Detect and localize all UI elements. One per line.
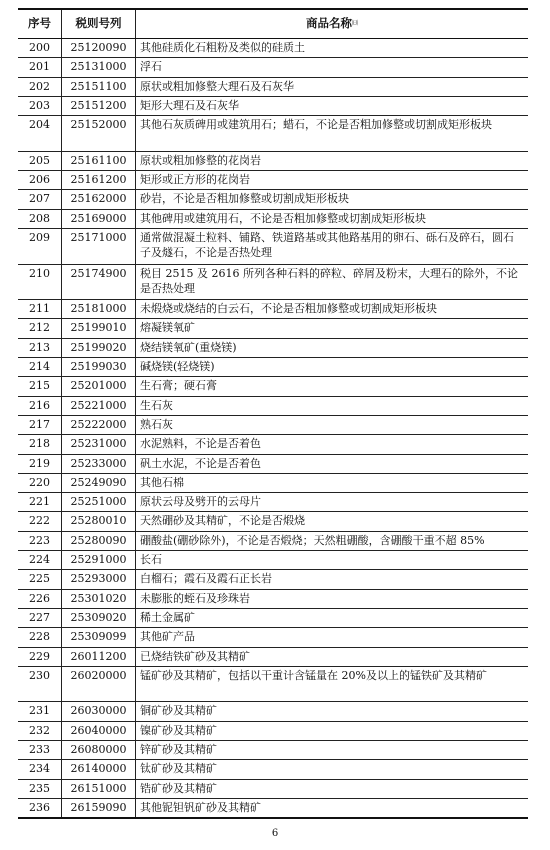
row-tariff-code: 25201000 [62,377,136,395]
row-serial-number: 217 [18,416,62,434]
table-row [18,264,528,300]
row-tariff-code: 25169000 [62,210,136,228]
table-row [18,189,528,208]
row-serial-number: 202 [18,78,62,96]
table-row [18,209,528,228]
row-goods-name: 浮石 [140,60,162,74]
row-tariff-code: 25171000 [62,229,136,264]
header-tariff-code: 税则号列 [62,10,136,38]
table-row [18,608,528,627]
row-tariff-code: 25309020 [62,609,136,627]
table-row [18,701,528,720]
table-row [18,627,528,646]
row-tariff-code: 25161200 [62,171,136,189]
row-goods-name: 原状或粗加修整的花岗岩 [140,153,261,167]
table-body [18,39,528,817]
page-number: 6 [271,828,279,839]
table-row [18,170,528,189]
row-tariff-code: 26080000 [62,741,136,759]
table-row [18,531,528,550]
row-serial-number: 223 [18,532,62,550]
row-goods-name: 其他石棉 [140,475,184,489]
row-tariff-code: 25199030 [62,358,136,376]
row-goods-name: 已烧结铁矿砂及其精矿 [140,649,250,663]
row-goods-name: 砂岩，不论是否粗加修整或切割成矩形板块 [140,192,349,206]
header-serial-number: 序号 [18,10,62,38]
row-goods-name: 长石 [140,553,162,567]
row-serial-number: 228 [18,628,62,646]
row-serial-number: 220 [18,474,62,492]
row-tariff-code: 25161100 [62,152,136,170]
row-tariff-code: 25199020 [62,339,136,357]
row-serial-number: 231 [18,702,62,720]
row-goods-name: 原状或粗加修整大理石及石灰华 [140,79,294,93]
table-row [18,798,528,817]
row-goods-name: 熔凝镁氧矿 [140,321,195,335]
header-goods-name [136,10,528,38]
row-goods-name: 镍矿砂及其精矿 [140,723,217,737]
row-tariff-code: 25291000 [62,551,136,569]
row-goods-name: 未膨胀的蛭石及珍珠岩 [140,591,250,605]
row-tariff-code: 25151200 [62,97,136,115]
row-goods-name: 税目 2515 及 2616 所列各种石料的碎粒、碎屑及粉末，大理石的除外，不论是否热处理 [140,266,518,296]
table-row [18,57,528,76]
row-goods-name: 通常做混凝土粒料、铺路、铁道路基或其他路基用的卵石、砾石及碎石，圆石子及燧石，不论是否热处理 [140,230,514,260]
table-row [18,550,528,569]
table-row [18,721,528,740]
row-goods-name: 生石灰 [140,398,173,412]
row-tariff-code: 25174900 [62,265,136,300]
table-row [18,454,528,473]
row-goods-name: 矩形或正方形的花岗岩 [140,173,250,187]
row-goods-name: 熟石灰 [140,417,173,431]
row-serial-number: 212 [18,319,62,337]
table-row [18,647,528,666]
row-serial-number: 226 [18,590,62,608]
row-serial-number: 229 [18,648,62,666]
table-row [18,318,528,337]
table-row [18,666,528,702]
row-goods-name: 其他硅质化石粗粉及类似的硅质土 [140,41,305,54]
row-tariff-code: 25221000 [62,397,136,415]
table-row [18,39,528,57]
table-row [18,376,528,395]
table-row [18,569,528,588]
row-goods-name: 矩形大理石及石灰华 [140,98,239,112]
row-goods-name: 天然硼砂及其精矿，不论是否煅烧 [140,514,305,528]
row-tariff-code: 26011200 [62,648,136,666]
row-tariff-code: 25199010 [62,319,136,337]
row-goods-name: 原状云母及劈开的云母片 [140,495,261,509]
row-serial-number: 206 [18,171,62,189]
row-goods-name: 铜矿砂及其精矿 [140,704,217,718]
goods-table [18,8,528,819]
row-tariff-code: 25181000 [62,300,136,318]
row-serial-number: 201 [18,58,62,76]
row-tariff-code: 25231000 [62,435,136,453]
table-row [18,779,528,798]
row-tariff-code: 25233000 [62,455,136,473]
row-goods-name: 水泥熟料，不论是否着色 [140,437,261,451]
row-serial-number: 222 [18,512,62,530]
row-tariff-code: 25152000 [62,116,136,151]
row-serial-number: 216 [18,397,62,415]
row-serial-number: 221 [18,493,62,511]
row-serial-number: 207 [18,190,62,208]
table-row [18,434,528,453]
row-serial-number: 236 [18,799,62,817]
table-row [18,299,528,318]
row-goods-name: 锆矿砂及其精矿 [140,781,217,795]
table-row [18,740,528,759]
row-serial-number: 215 [18,377,62,395]
table-row [18,492,528,511]
row-goods-name: 白榴石；霞石及霞石正长岩 [140,572,272,586]
row-serial-number: 210 [18,265,62,300]
table-row [18,396,528,415]
table-row [18,511,528,530]
row-goods-name: 生石膏；硬石膏 [140,379,217,393]
table-row [18,415,528,434]
table-row [18,115,528,151]
row-tariff-code: 25249090 [62,474,136,492]
row-serial-number: 213 [18,339,62,357]
table-row [18,357,528,376]
row-goods-name: 其他石灰质碑用或建筑用石；蜡石，不论是否粗加修整或切割成矩形板块 [140,118,492,132]
row-tariff-code: 25222000 [62,416,136,434]
row-serial-number: 234 [18,760,62,778]
table-row [18,338,528,357]
row-tariff-code: 26020000 [62,667,136,702]
row-goods-name: 钛矿砂及其精矿 [140,762,217,776]
row-serial-number: 233 [18,741,62,759]
row-tariff-code: 26140000 [62,760,136,778]
row-goods-name: 其他碑用或建筑用石，不论是否粗加修整或切割成矩形板块 [140,211,426,225]
row-serial-number: 219 [18,455,62,473]
row-serial-number: 218 [18,435,62,453]
row-serial-number: 203 [18,97,62,115]
row-serial-number: 209 [18,229,62,264]
row-goods-name: 碱烧镁(轻烧镁) [140,360,215,374]
row-tariff-code: 25301020 [62,590,136,608]
row-goods-name: 其他铌钽钒矿砂及其精矿 [140,800,261,814]
footnote-mark: ㈰ [351,20,358,28]
row-serial-number: 225 [18,570,62,588]
header-goods-name-label: 商品名称 [305,16,352,31]
table-header [18,10,528,39]
row-goods-name: 硼酸盐(硼砂除外)，不论是否煅烧；天然粗硼酸，含硼酸干重不超 85% [140,533,485,547]
row-goods-name: 稀土金属矿 [140,610,195,624]
row-tariff-code: 26159090 [62,799,136,817]
row-tariff-code: 26030000 [62,702,136,720]
row-tariff-code: 26151000 [62,780,136,798]
row-tariff-code: 25293000 [62,570,136,588]
row-serial-number: 232 [18,722,62,740]
row-serial-number: 224 [18,551,62,569]
row-tariff-code: 25280090 [62,532,136,550]
table-row [18,96,528,115]
row-goods-name: 未煅烧或烧结的白云石，不论是否粗加修整或切割成矩形板块 [140,302,437,316]
table-row [18,473,528,492]
row-goods-name: 矾土水泥，不论是否着色 [140,456,261,470]
row-tariff-code: 25131000 [62,58,136,76]
row-tariff-code: 25309099 [62,628,136,646]
table-row [18,151,528,170]
row-tariff-code: 25151100 [62,78,136,96]
row-serial-number: 227 [18,609,62,627]
row-goods-name: 烧结镁氧矿(重烧镁) [140,340,237,354]
row-serial-number: 211 [18,300,62,318]
row-goods-name: 锌矿砂及其精矿 [140,742,217,756]
row-tariff-code: 25280010 [62,512,136,530]
table-row [18,228,528,264]
row-serial-number: 200 [18,39,62,57]
row-serial-number: 214 [18,358,62,376]
table-row [18,759,528,778]
row-tariff-code: 25251000 [62,493,136,511]
row-tariff-code: 25120090 [62,39,136,57]
row-goods-name: 其他矿产品 [140,630,195,644]
row-serial-number: 230 [18,667,62,702]
row-goods-name: 锰矿砂及其精矿，包括以干重计含锰量在 20%及以上的锰铁矿及其精矿 [140,668,487,682]
row-tariff-code: 25162000 [62,190,136,208]
table-row [18,77,528,96]
table-row [18,589,528,608]
row-serial-number: 235 [18,780,62,798]
row-serial-number: 204 [18,116,62,151]
row-tariff-code: 26040000 [62,722,136,740]
row-serial-number: 208 [18,210,62,228]
row-serial-number: 205 [18,152,62,170]
